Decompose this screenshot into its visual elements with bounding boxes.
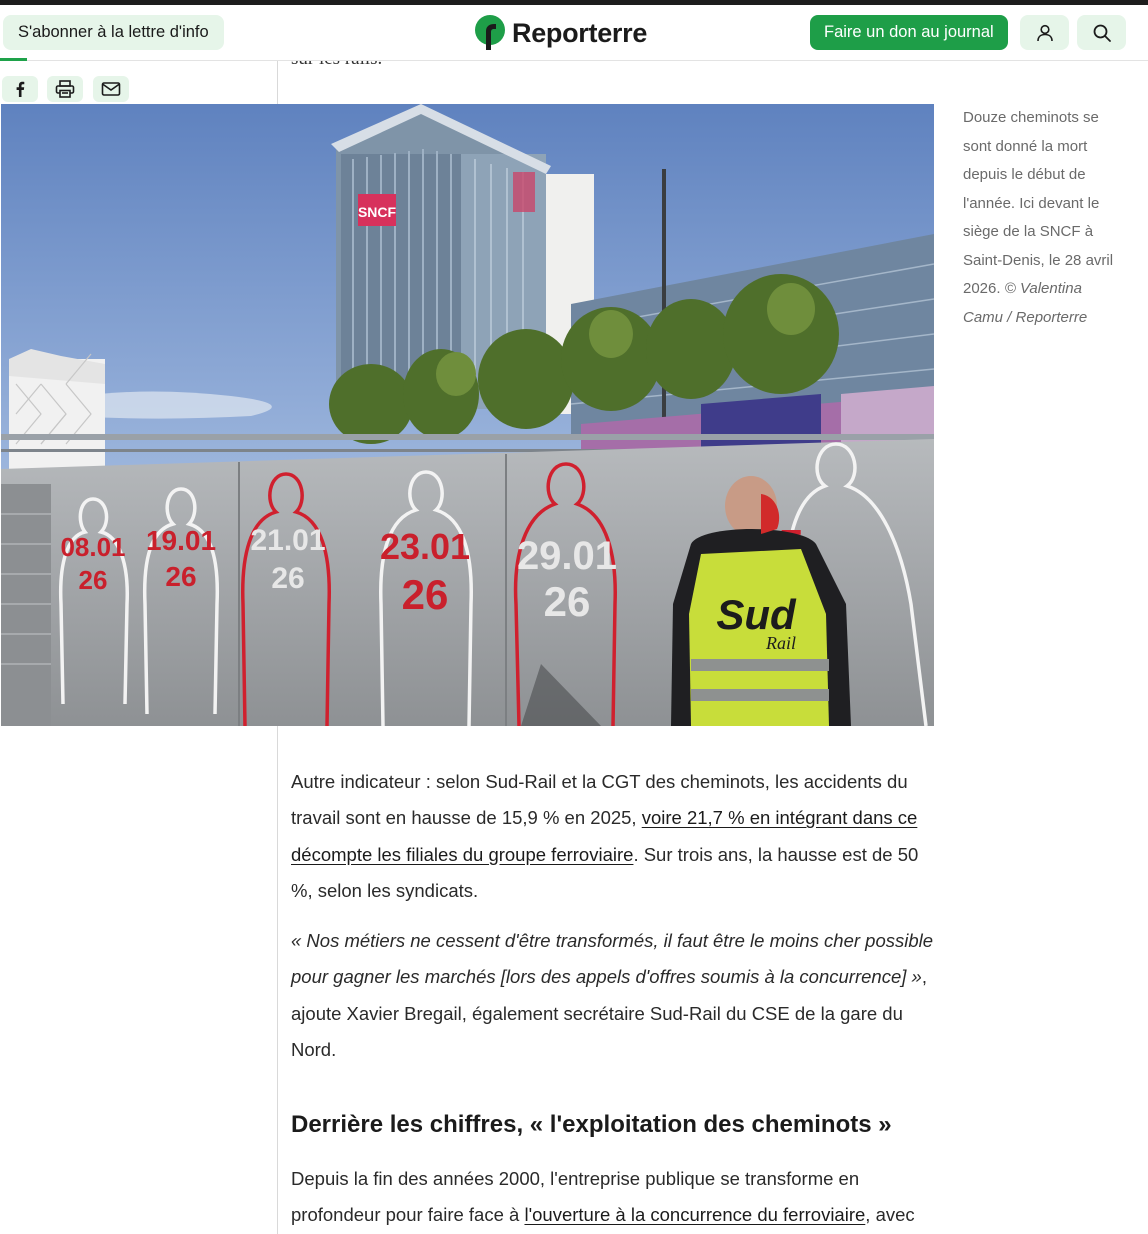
- column-divider: [277, 61, 278, 104]
- caption-text: Douze cheminots se sont donné la mort depuis le début de l'année. Ici devant le siège de la SNCF à Saint-Denis, le 28 avril 2026.: [963, 109, 1114, 297]
- paragraph-text: Depuis la fin des années 2000, l'entreprise publique se transforme en profondeur pour faire face à: [291, 1168, 860, 1226]
- photo-date-year: 26: [271, 562, 305, 595]
- vest-logo-text: Sud: [716, 591, 796, 638]
- newsletter-button[interactable]: S'abonner à la lettre d'info: [3, 15, 224, 50]
- user-icon: [1035, 23, 1055, 43]
- account-button[interactable]: [1020, 15, 1069, 50]
- article-paragraph: [291, 1161, 937, 1234]
- sncf-sign-text: SNCF: [357, 204, 397, 220]
- photo-date-day: 29.01: [516, 534, 618, 578]
- donate-button[interactable]: Faire un don au journal: [810, 15, 1008, 50]
- photo-date-year: 26: [401, 571, 449, 618]
- logo-mark-icon: [474, 15, 506, 51]
- caption-credit: © Valentina Camu / Reporterre: [963, 280, 1088, 326]
- article-paragraph: [291, 764, 937, 909]
- paragraph-text: , ajoute Xavier Bregail, également secrétaire Sud-Rail du CSE de la gare du Nord.: [291, 966, 927, 1060]
- article-photo: [1, 104, 934, 726]
- logo-text: Reporterre: [512, 17, 648, 48]
- column-divider: [277, 726, 278, 1234]
- photo-illustration: [1, 104, 934, 726]
- paragraph-text: . Sur trois ans, la hausse est de 50 %, selon les syndicats.: [291, 843, 919, 901]
- search-button[interactable]: [1077, 15, 1126, 50]
- photo-date-year: 26: [543, 578, 591, 625]
- site-header: [0, 5, 1148, 61]
- photo-date-day: 08.01: [60, 532, 126, 562]
- print-icon: [55, 80, 75, 98]
- photo-date-year: 26: [78, 565, 108, 595]
- photo-date-day: 19.01: [145, 525, 217, 556]
- photo-caption: [963, 104, 1123, 332]
- paragraph-text: Autre indicateur : selon Sud-Rail et la CGT des cheminots, les accidents du travail sont en hausse de 15,9 % en 2025,: [291, 771, 908, 829]
- mail-icon: [101, 81, 121, 97]
- facebook-icon: [13, 81, 27, 97]
- section-heading: Derrière les chiffres, « l'exploitation des cheminots »: [291, 1111, 892, 1138]
- quote-text: « Nos métiers ne cessent d'être transformés, il faut être le moins cher possible pour gagner les marchés [lors des appels d'offres soumis à la concurrence] »: [291, 930, 934, 988]
- article-paragraph: [291, 923, 937, 1068]
- article-link[interactable]: voire 21,7 % en intégrant dans ce décompte les filiales du groupe ferroviaire: [291, 807, 918, 865]
- article-link[interactable]: l'ouverture à la concurrence du ferroviaire: [524, 1204, 866, 1226]
- search-icon: [1092, 23, 1112, 43]
- photo-date-day: 23.01: [379, 526, 471, 567]
- site-logo[interactable]: [474, 13, 647, 53]
- paragraph-text: , avec: [865, 1204, 915, 1226]
- photo-date-year: 26: [165, 561, 197, 592]
- share-facebook-button[interactable]: [2, 76, 38, 102]
- reading-progress-bar: [0, 58, 27, 61]
- photo-date-day: 21.01: [250, 524, 326, 557]
- share-email-button[interactable]: [93, 76, 129, 102]
- vest-logo-subtext: Rail: [766, 633, 796, 653]
- print-button[interactable]: [47, 76, 83, 102]
